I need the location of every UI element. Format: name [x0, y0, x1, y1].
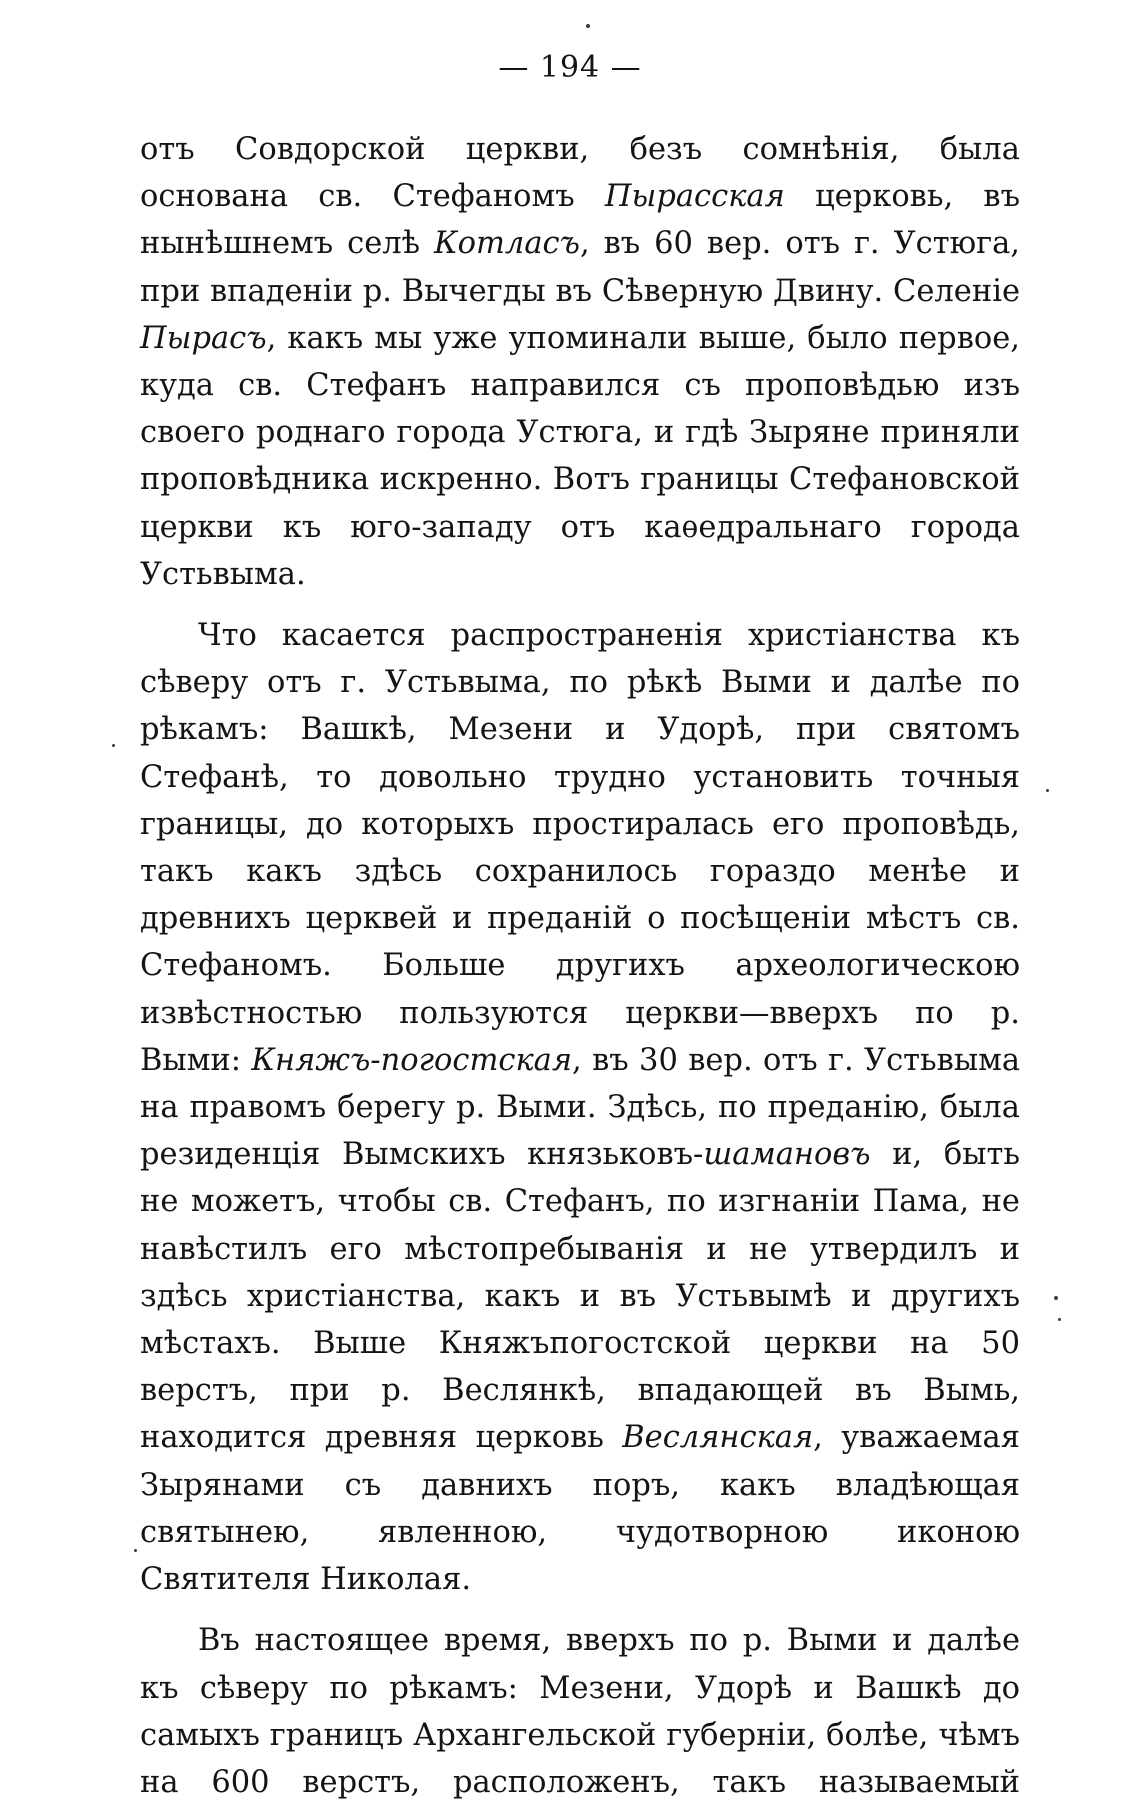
italic-term-knyazh-pogostskaya: Княжъ-погостская — [251, 1042, 573, 1078]
page-number: — 194 — — [498, 50, 642, 85]
scan-speck — [586, 24, 590, 28]
scan-speck — [112, 744, 115, 747]
text-run: , уважаемая Зырянами съ давнихъ поръ, какъ владѣющая святынею, явленною, чудотворною иконою Святителя Николая. — [140, 1420, 1020, 1598]
scan-speck — [1058, 1318, 1061, 1321]
italic-term-veslyanskaya: Веслянская — [622, 1420, 814, 1456]
italic-term-kotlas: Котласъ — [434, 226, 580, 262]
scan-speck — [1054, 1296, 1058, 1300]
text-run: , въ 30 вер. отъ г. Устьвыма на правомъ берегу р. Выми. Здѣсь, по преданію, была резиденція Вымскихъ князьковъ- — [140, 1042, 1021, 1173]
italic-term-pyras: Пырасъ — [140, 320, 267, 356]
paragraph-1 — [140, 126, 1020, 598]
text-run: церковь, въ нынѣшнемъ селѣ — [140, 179, 1020, 262]
text-run: Въ настоящее время, вверхъ по р. Выми и далѣе къ сѣверу по рѣкамъ: Мезени, Удорѣ и Вашкѣ до самыхъ границъ Архангельской губерніи, болѣе, чѣмъ на 600 верстъ, расположенъ, такъ называемый — [140, 1623, 1020, 1800]
paragraph-2 — [140, 612, 1020, 1603]
text-run: отъ Совдорской церкви, безъ сомнѣнія, была основана св. Стефаномъ — [140, 132, 1020, 215]
text-run: Что касается распространенія христіанства къ сѣверу отъ г. Устьвыма, по рѣкѣ Выми и далѣе по рѣкамъ: Вашкѣ, Мезени и Удорѣ, при святомъ Стефанѣ, то довольно трудно установить точныя границы, до которыхъ простиралась его проповѣдь, такъ какъ здѣсь сохранилось гораздо менѣе и древнихъ церквей и преданій о посѣщеніи мѣстъ св. Стефаномъ. Больше другихъ археологическою извѣстностью пользуются церкви—вверхъ по р. Выми: — [140, 618, 1020, 1078]
text-run: , въ 60 вер. отъ г. Устюга, при впаденіи р. Вычегды въ Сѣверную Двину. Селеніе — [140, 226, 1020, 309]
scan-speck — [134, 1549, 137, 1552]
text-run: и, быть не можетъ, чтобы св. Стефанъ, по изгнаніи Пама, не навѣстилъ его мѣстопребыванія и не утвердилъ и здѣсь христіанства, какъ и въ Устьвымѣ и другихъ мѣстахъ. Выше Княжъпогостской церкви на 50 верстъ, при р. Веслянкѣ, впадающей въ Вымь, находится древняя церковь — [140, 1137, 1020, 1456]
scan-speck — [1046, 789, 1049, 792]
body-text — [140, 126, 1020, 1806]
italic-term-shamanov: шамановъ — [703, 1137, 871, 1173]
paragraph-3 — [140, 1617, 1020, 1806]
italic-term-pyrasskaya: Пырасская — [604, 179, 785, 215]
text-run: , какъ мы уже упоминали выше, было первое, куда св. Стефанъ направился съ проповѣдью изъ своего роднаго города Устюга, и гдѣ Зыряне приняли проповѣдника искренно. Вотъ границы Стефановской церкви къ юго-западу отъ каѳедральнаго города Устьвыма. — [140, 320, 1020, 592]
